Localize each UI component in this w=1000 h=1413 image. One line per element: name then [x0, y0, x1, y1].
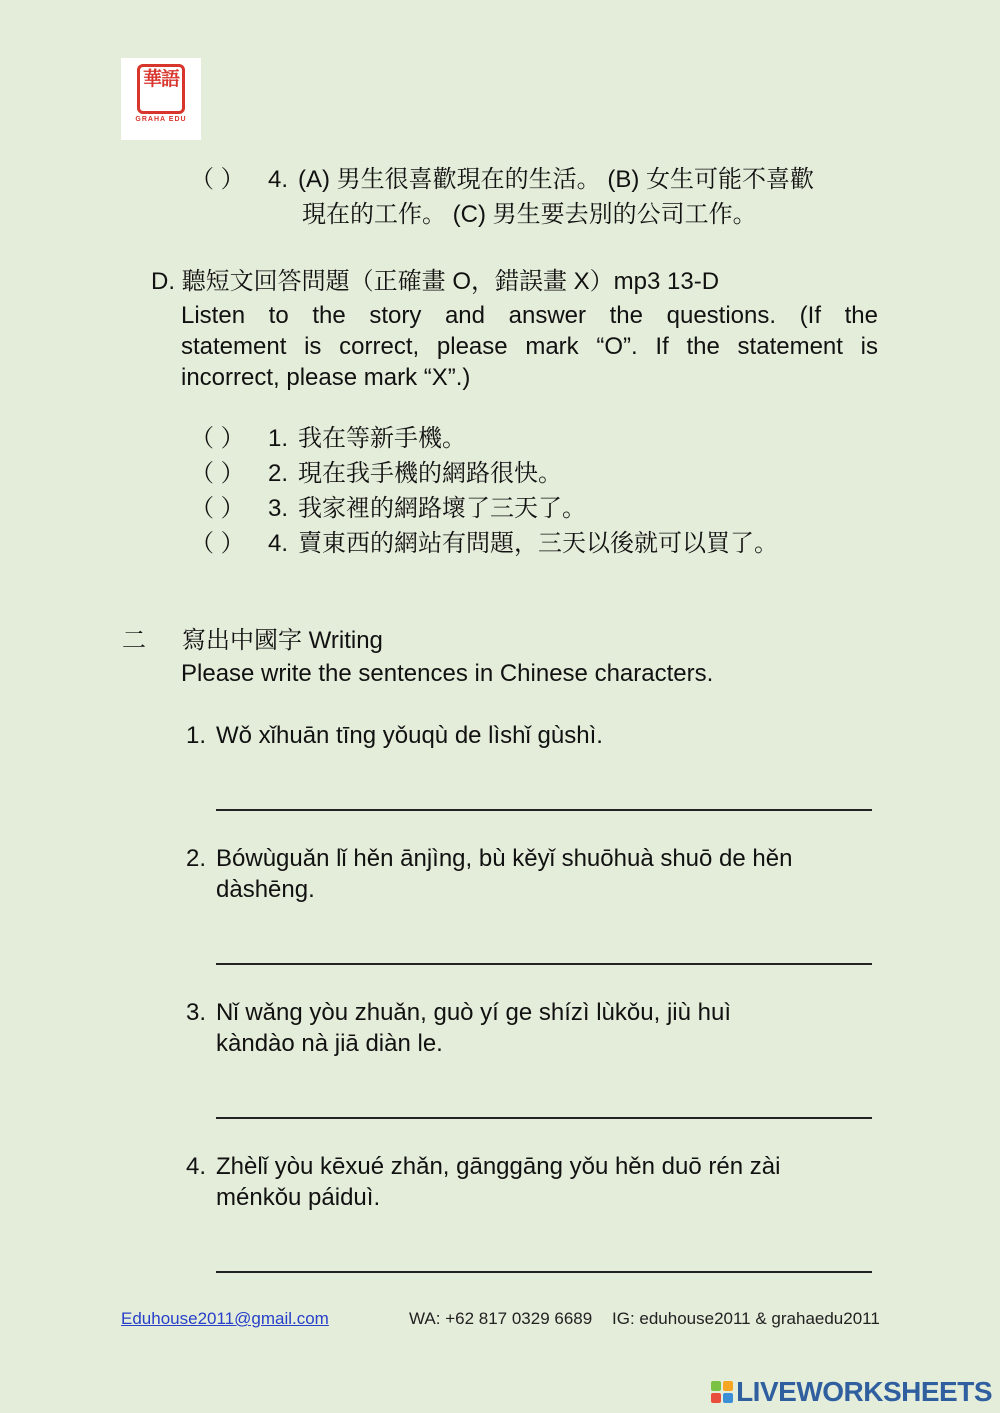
pinyin-sentence: Nǐ wǎng yòu zhuǎn, guò yí ge shízì lùkǒu, jiù huì — [216, 999, 731, 1026]
watermark-text: LIVEWORKSHEETS — [736, 1376, 992, 1407]
instruction-line: incorrect, please mark “X”.) — [181, 364, 471, 391]
pinyin-sentence: Zhèlǐ yòu kēxué zhǎn, gānggāng yǒu hěn duō rén zài — [216, 1153, 781, 1180]
logo-seal: 華語 — [137, 64, 185, 114]
email-link[interactable]: Eduhouse2011@gmail.com — [121, 1309, 329, 1328]
statement-text: 現在我手機的網路很快。 — [298, 460, 562, 487]
graha-edu-logo — [121, 58, 201, 140]
liveworksheets-logo-icon — [711, 1381, 733, 1403]
pinyin-sentence-cont: ménkǒu páiduì. — [216, 1184, 381, 1211]
answer-line[interactable] — [216, 809, 872, 811]
option-line: 現在的工作。 (C) 男生要去別的公司工作。 — [302, 201, 757, 228]
question-number: 1. — [186, 722, 207, 749]
instagram-handles: IG: eduhouse2011 & grahaedu2011 — [612, 1309, 880, 1328]
instruction-line: Listen to the story and answer the questions. (If the — [181, 302, 878, 329]
liveworksheets-watermark[interactable] — [711, 1376, 992, 1408]
answer-line[interactable] — [216, 1117, 872, 1119]
answer-blank[interactable]: （ ） — [190, 495, 245, 522]
option-line: (A) 男生很喜歡現在的生活。 (B) 女生可能不喜歡 — [298, 166, 814, 193]
question-number: 4. — [186, 1153, 207, 1180]
answer-blank[interactable]: （ ） — [190, 425, 245, 452]
pinyin-sentence: Bówùguǎn lǐ hěn ānjìng, bù kěyǐ shuōhuà shuō de hěn — [216, 845, 793, 872]
section-d-instruction — [181, 300, 878, 393]
pinyin-sentence-cont: kàndào nà jiā diàn le. — [216, 1030, 443, 1057]
section-2-instruction: Please write the sentences in Chinese characters. — [181, 660, 714, 687]
logo-name: GRAHA EDU — [135, 116, 187, 123]
question-number: 2. — [186, 845, 207, 872]
answer-line[interactable] — [216, 963, 872, 965]
pinyin-sentence: Wǒ xǐhuān tīng yǒuqù de lìshǐ gùshì. — [216, 722, 603, 749]
section-d-title: D. 聽短文回答問題（正確畫 O，錯誤畫 X）mp3 13-D — [151, 268, 720, 295]
instruction-line: statement is correct, please mark “O”. If the statement is — [181, 333, 878, 360]
answer-line[interactable] — [216, 1271, 872, 1273]
section-2-title: 寫出中國字 Writing — [182, 627, 383, 654]
answer-blank[interactable]: （ ） — [190, 460, 245, 487]
item-number: 2. — [268, 460, 289, 487]
section-number: 二 — [122, 627, 146, 654]
statement-text: 我家裡的網路壞了三天了。 — [298, 495, 586, 522]
answer-blank[interactable]: （ ） — [190, 166, 245, 193]
item-number: 1. — [268, 425, 289, 452]
question-number: 3. — [186, 999, 207, 1026]
pinyin-sentence-cont: dàshēng. — [216, 876, 315, 903]
statement-text: 我在等新手機。 — [298, 425, 466, 452]
item-number: 4. — [268, 166, 289, 193]
statement-text: 賣東西的網站有問題，三天以後就可以買了。 — [298, 530, 778, 557]
item-number: 3. — [268, 495, 289, 522]
whatsapp-number: WA: +62 817 0329 6689 — [409, 1309, 593, 1328]
item-number: 4. — [268, 530, 289, 557]
answer-blank[interactable]: （ ） — [190, 530, 245, 557]
